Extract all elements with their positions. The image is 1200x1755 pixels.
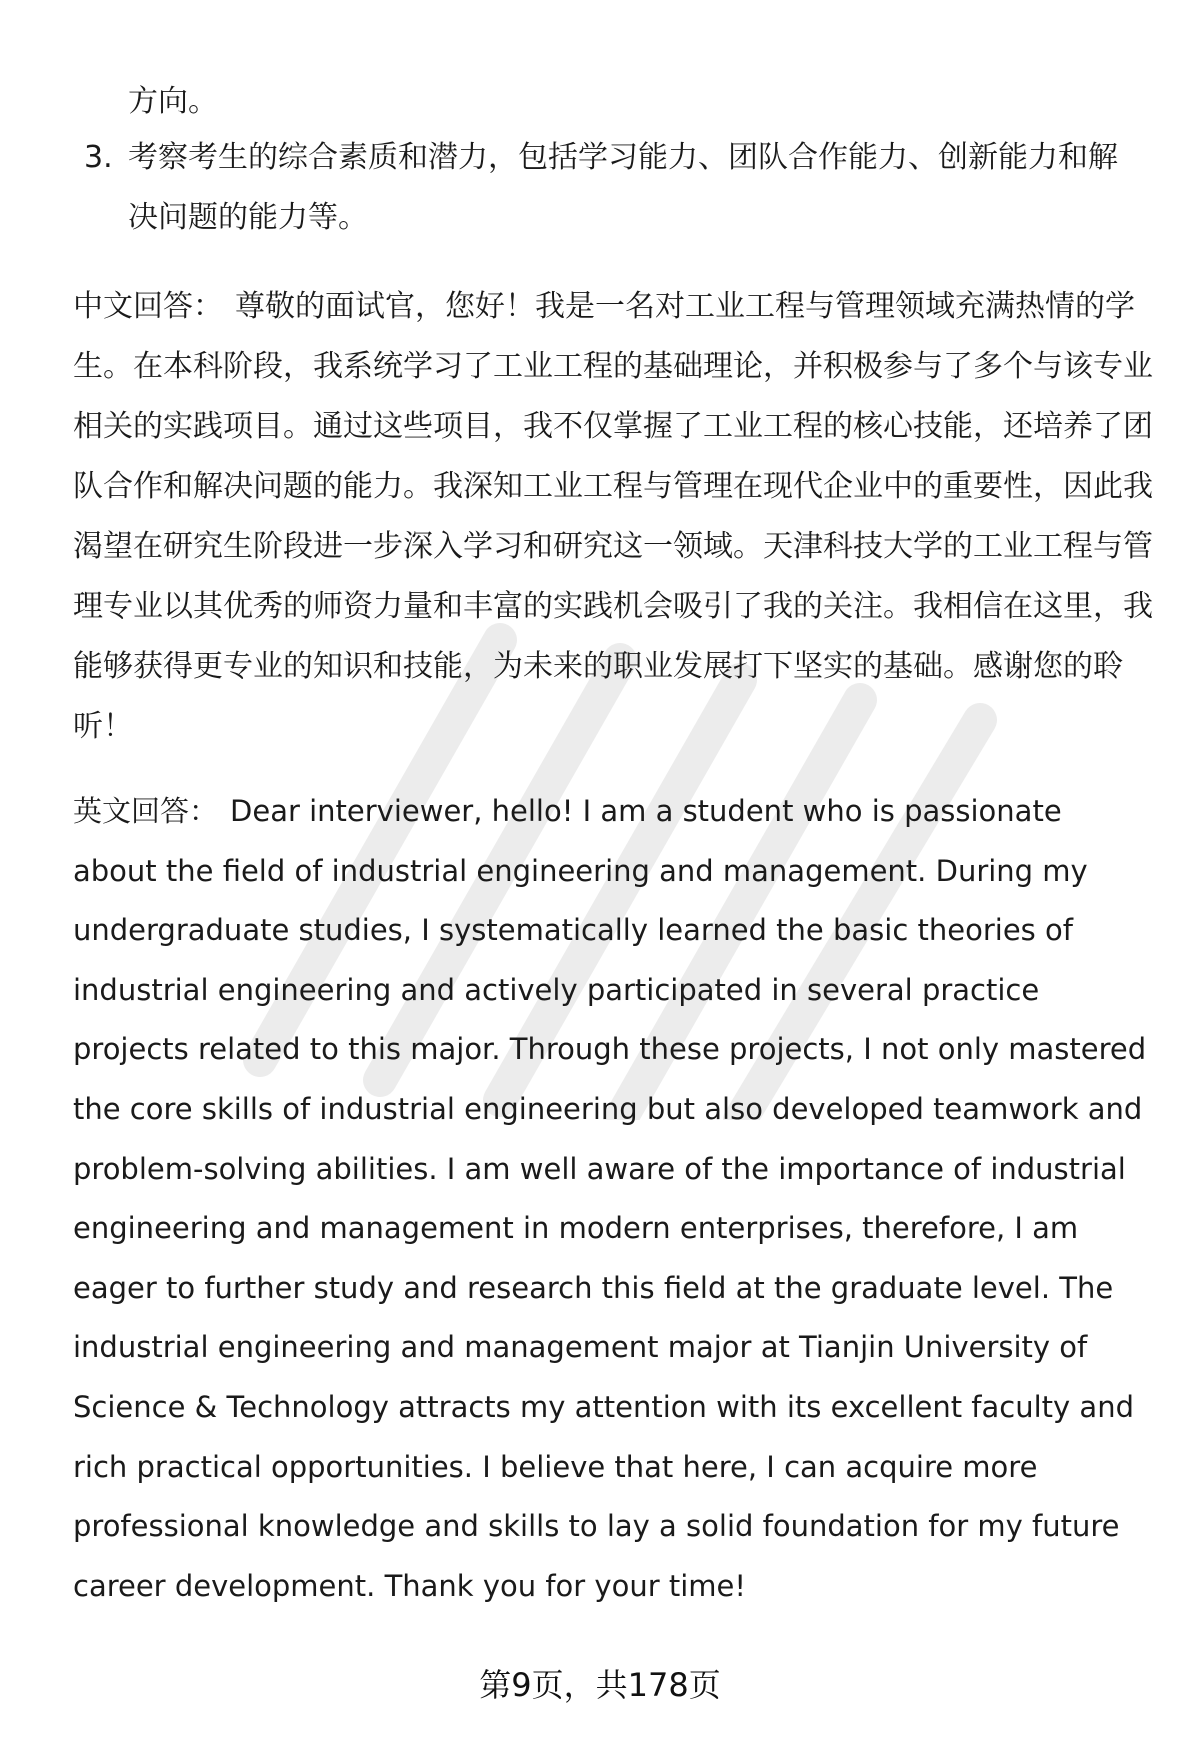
chinese-answer-text: 尊敬的面试官，您好！我是一名对工业工程与管理领域充满热情的学生。在本科阶段，我系统学习了工业工程的基础理论，并积极参与了多个与该专业相关的实践项目。通过这些项目，我不仅掌握了工业工程的核心技能，还培养了团队合作和解决问题的能力。我深知工业工程与管理在现代企业中的重要性，因此我渴望在研究生阶段进一步深入学习和研究这一领域。天津科技大学的工业工程与管理专业以其优秀的师资力量和丰富的实践机会吸引了我的关注。我相信在这里，我能够获得更专业的知识和技能，为未来的职业发展打下坚实的基础。感谢您的聆听！ (73, 289, 1153, 744)
list-item-text: 考察考生的综合素质和潜力，包括学习能力、团队合作能力、创新能力和解决问题的能力等。 (128, 140, 1118, 235)
english-answer-text: Dear interviewer, hello! I am a student who is passionate about the field of industrial engineering and management. During my undergraduate studies, I systematically learned the basic theories of industrial engineering and actively participated in several practice projects related to this major. Through these projects, I not only mastered the core skills of industrial engineering but also developed teamwork and problem-solving abilities. I am well aware of the importance of industrial engineering and management in modern enterprises, therefore, I am eager to further study and research this field at the graduate level. The industrial engineering and management major at Tianjin University of Science & Technology attracts my attention with its excellent faculty and rich practical opportunities. I believe that here, I can acquire more professional knowledge and skills to lay a solid foundation for my future career development. Thank you for your time! (73, 794, 1147, 1603)
list-item-2-continuation: 方向。 (128, 84, 218, 119)
list-item-number: 3. (84, 140, 113, 175)
english-answer-label: 英文回答： (73, 794, 219, 828)
chinese-answer-label: 中文回答： (73, 289, 223, 324)
list-item-3 (84, 128, 1144, 248)
chinese-answer-paragraph (73, 277, 1153, 757)
page-number-footer: 第9页，共178页 (479, 1666, 721, 1704)
english-answer-paragraph (73, 782, 1153, 1616)
